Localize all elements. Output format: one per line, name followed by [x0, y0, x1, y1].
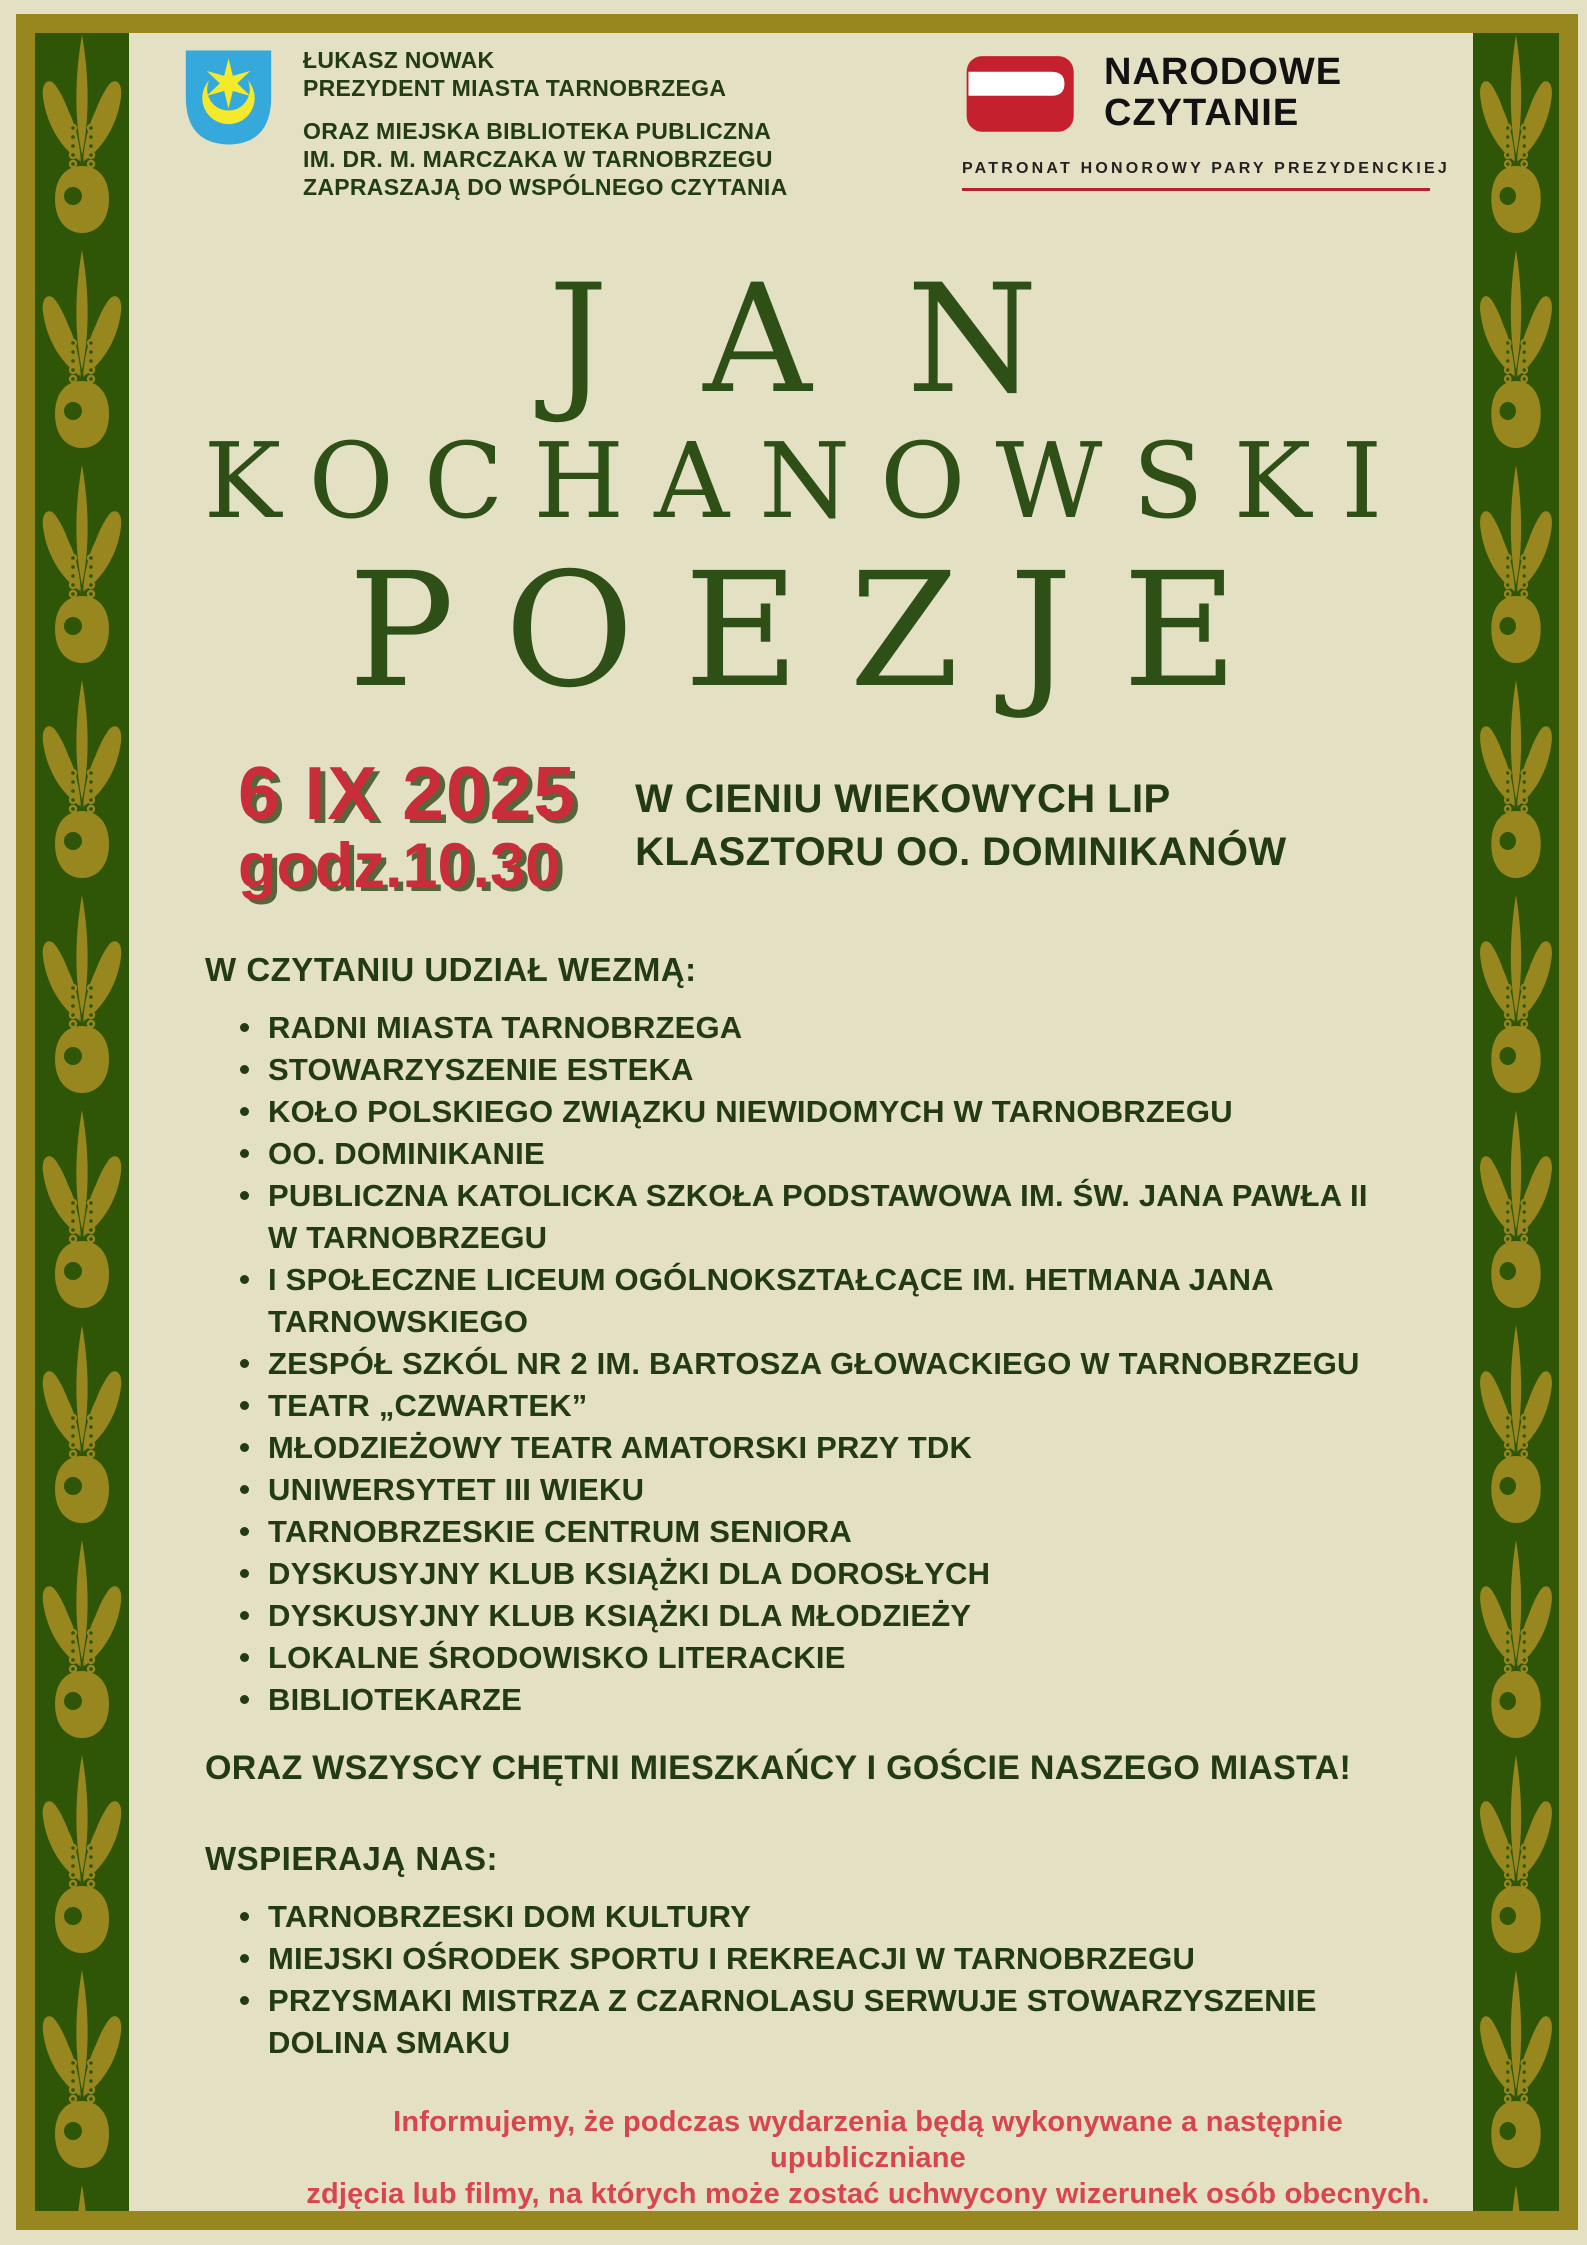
list-item: TARNOBRZESKIE CENTRUM SENIORA	[238, 1511, 1388, 1553]
gold-tulip-ornament-icon	[35, 463, 129, 678]
title-line-poezje: POEZJE	[348, 539, 1288, 723]
gold-tulip-ornament-icon	[35, 248, 129, 463]
organizer-role: PREZYDENT MIASTA TARNOBRZEGA	[303, 75, 727, 101]
gold-tulip-ornament-icon	[1473, 1538, 1559, 1753]
gold-tulip-ornament-icon	[1473, 33, 1559, 248]
tarnobrzeg-coat-of-arms-icon	[180, 46, 277, 149]
gold-tulip-ornament-icon	[35, 1968, 129, 2183]
event-date: 6 IX 2025	[238, 751, 578, 835]
gold-tulip-ornament-icon	[35, 1108, 129, 1323]
photo-notice: Informujemy, że podczas wydarzenia będą wykonywane a następnie upubliczniane zdjęcia lub filmy, na których może zostać uchwycony wizerunek osób obecnych.	[306, 2106, 1430, 2210]
title-line-jan: JAN	[548, 253, 1133, 427]
header	[150, 46, 1450, 201]
ornament-column-left	[35, 33, 129, 2211]
list-item: TARNOBRZESKI DOM KULTURY	[238, 1896, 1388, 1938]
list-item: UNIWERSYTET III WIEKU	[238, 1469, 1388, 1511]
gold-tulip-ornament-icon	[1473, 463, 1559, 678]
event-time: godz.10.30	[238, 831, 561, 901]
everyone-line: ORAZ WSZYSCY CHĘTNI MIESZKAŃCY I GOŚCIE NASZEGO MIASTA!	[205, 1749, 1352, 1787]
narodowe-czytanie-logo	[962, 46, 1450, 191]
gold-tulip-ornament-icon	[35, 678, 129, 893]
list-item: BIBLIOTEKARZE	[238, 1679, 1388, 1721]
gold-tulip-ornament-icon	[1473, 1108, 1559, 1323]
list-item: DYSKUSYJNY KLUB KSIĄŻKI DLA MŁODZIEŻY	[238, 1595, 1388, 1637]
list-item: MŁODZIEŻOWY TEATR AMATORSKI PRZY TDK	[238, 1427, 1388, 1469]
participants-heading: W CZYTANIU UDZIAŁ WEZMĄ:	[205, 951, 697, 988]
organizer-invite: ORAZ MIEJSKA BIBLIOTEKA PUBLICZNA IM. DR. M. MARCZAKA W TARNOBRZEGU ZAPRASZAJĄ DO WSPÓLNEGO CZYTANIA	[303, 118, 788, 200]
list-item: PUBLICZNA KATOLICKA SZKOŁA PODSTAWOWA IM. ŚW. JANA PAWŁA II W TARNOBRZEGU	[238, 1175, 1388, 1259]
list-item: TEATR „CZWARTEK”	[238, 1385, 1388, 1427]
title-line-kochanowski: KOCHANOWSKI	[203, 420, 1413, 542]
narodowe-czytanie-book-icon	[962, 46, 1082, 140]
gold-tulip-ornament-icon	[35, 1753, 129, 1968]
list-item: I SPOŁECZNE LICEUM OGÓLNOKSZTAŁCĄCE IM. HETMANA JANA TARNOWSKIEGO	[238, 1259, 1388, 1343]
organizer-block	[180, 46, 788, 201]
gold-tulip-ornament-icon	[35, 1538, 129, 1753]
ornament-column-right	[1473, 33, 1559, 2211]
gold-tulip-ornament-icon	[35, 2183, 129, 2211]
gold-tulip-ornament-icon	[35, 1323, 129, 1538]
poster-content	[150, 0, 1450, 2212]
event-info	[238, 753, 1436, 899]
event-location: W CIENIU WIEKOWYCH LIP KLASZTORU OO. DOMINIKANÓW	[635, 777, 1287, 874]
supporters-heading: WSPIERAJĄ NAS:	[205, 1840, 499, 1877]
list-item: STOWARZYSZENIE ESTEKA	[238, 1049, 1388, 1091]
list-item: KOŁO POLSKIEGO ZWIĄZKU NIEWIDOMYCH W TARNOBRZEGU	[238, 1091, 1388, 1133]
gold-tulip-ornament-icon	[1473, 1323, 1559, 1538]
gold-tulip-ornament-icon	[1473, 1753, 1559, 1968]
participants-list	[238, 1007, 1388, 1721]
supporters-list	[238, 1896, 1388, 2064]
gold-tulip-ornament-icon	[35, 893, 129, 1108]
logo-row	[962, 46, 1432, 140]
list-item: OO. DOMINIKANIE	[238, 1133, 1388, 1175]
organizer-text	[303, 46, 788, 201]
event-datetime	[238, 753, 577, 899]
gold-tulip-ornament-icon	[1473, 248, 1559, 463]
gold-tulip-ornament-icon	[1473, 2183, 1559, 2211]
patronage-underline	[962, 188, 1430, 191]
organizer-name: ŁUKASZ NOWAK	[303, 47, 495, 73]
list-item: RADNI MIASTA TARNOBRZEGA	[238, 1007, 1388, 1049]
list-item: ZESPÓŁ SZKÓL NR 2 IM. BARTOSZA GŁOWACKIEGO W TARNOBRZEGU	[238, 1343, 1388, 1385]
gold-tulip-ornament-icon	[35, 33, 129, 248]
gold-tulip-ornament-icon	[1473, 893, 1559, 1108]
list-item: DYSKUSYJNY KLUB KSIĄŻKI DLA DOROSŁYCH	[238, 1553, 1388, 1595]
list-item: MIEJSKI OŚRODEK SPORTU I REKREACJI W TARNOBRZEGU	[238, 1938, 1388, 1980]
logo-title: NARODOWE CZYTANIE	[1104, 51, 1343, 134]
list-item: PRZYSMAKI MISTRZA Z CZARNOLASU SERWUJE STOWARZYSZENIE DOLINA SMAKU	[238, 1980, 1388, 2064]
list-item: LOKALNE ŚRODOWISKO LITERACKIE	[238, 1637, 1388, 1679]
gold-tulip-ornament-icon	[1473, 678, 1559, 893]
gold-tulip-ornament-icon	[1473, 1968, 1559, 2183]
patronage-text: PATRONAT HONOROWY PARY PREZYDENCKIEJ	[962, 160, 1450, 177]
